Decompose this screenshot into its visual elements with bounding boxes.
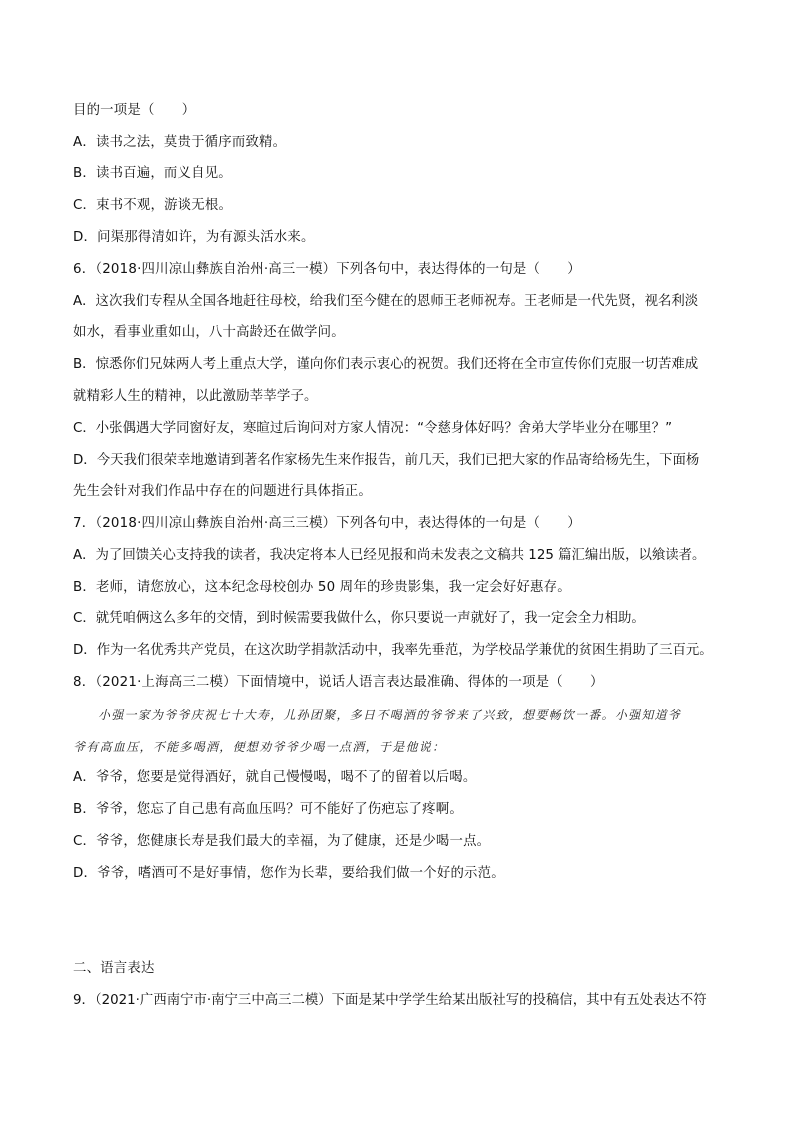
question-7-option-b: B．老师，请您放心，这本纪念母校创办 50 周年的珍贵影集，我一定会好好惠存。 [73, 580, 571, 595]
question-continuation: 目的一项是（ ） [73, 103, 196, 118]
question-6-option-d: D．今天我们很荣幸地邀请到著名作家杨先生来作报告，前几天，我们已把大家的作品寄给杨先生，下面杨 [73, 453, 700, 468]
question-8-option-c: C．爷爷，您健康长寿是我们最大的幸福，为了健康，还是少喝一点。 [73, 834, 491, 849]
option-a: A．读书之法，莫贵于循序而致精。 [73, 135, 287, 150]
question-8-option-a: A．爷爷，您要是觉得酒好，就自己慢慢喝，喝不了的留着以后喝。 [73, 770, 477, 785]
question-8-passage-line-1: 小强一家为爷爷庆祝七十大寿，儿孙团聚，多日不喝酒的爷爷来了兴致，想要畅饮一番。小强知道爷 [98, 708, 682, 722]
question-6-option-d-cont: 先生会针对我们作品中存在的问题进行具体指正。 [73, 484, 372, 499]
question-6-title: 6．（2018·四川凉山彝族自治州·高三一模）下列各句中，表达得体的一句是（ ） [73, 262, 581, 277]
question-8-passage-line-2: 爷有高血压，不能多喝酒，便想劝爷爷少喝一点酒，于是他说： [73, 740, 446, 754]
option-b: B．读书百遍，而义自见。 [73, 166, 232, 181]
option-d: D．问渠那得清如许，为有源头活水来。 [73, 230, 315, 245]
question-6-option-c: C．小张偶遇大学同窗好友，寒暄过后询问对方家人情况：“令慈身体好吗？舍弟大学毕业分在哪里？” [73, 421, 673, 436]
question-7-option-c: C．就凭咱俩这么多年的交情，到时候需要我做什么，你只要说一声就好了，我一定会全力相助。 [73, 611, 645, 626]
question-6-option-a-cont: 如水，看事业重如山，八十高龄还在做学问。 [73, 325, 345, 340]
question-6-option-b: B．惊悉你们兄妹两人考上重点大学，谨向你们表示衷心的祝贺。我们还将在全市宣传你们克服一切苦难成 [73, 357, 699, 372]
question-8-option-d: D．爷爷，嗜酒可不是好事情，您作为长辈，要给我们做一个好的示范。 [73, 866, 505, 881]
question-6-option-b-cont: 就精彩人生的精神，以此激励莘莘学子。 [73, 389, 318, 404]
option-c: C．束书不观，游谈无根。 [73, 198, 233, 213]
question-7-title: 7．（2018·四川凉山彝族自治州·高三三模）下列各句中，表达得体的一句是（ ） [73, 516, 581, 531]
question-8-title: 8．（2021·上海高三二模）下面情境中，说话人语言表达最准确、得体的一项是（ ） [73, 675, 604, 690]
question-7-option-a: A．为了回馈关心支持我的读者，我决定将本人已经见报和尚未发表之文稿共 125 篇汇编出版，以飨读者。 [73, 548, 706, 563]
section-heading: 二、语言表达 [73, 961, 155, 976]
question-7-option-d: D．作为一名优秀共产党员，在这次助学捐款活动中，我率先垂范，为学校品学兼优的贫困生捐助了三百元。 [73, 643, 713, 658]
question-6-option-a: A．这次我们专程从全国各地赶往母校，给我们至今健在的恩师王老师祝寿。王老师是一代先贤，视名利淡 [73, 294, 699, 309]
question-8-option-b: B．爷爷，您忘了自己患有高血压吗？可不能好了伤疤忘了疼啊。 [73, 802, 463, 817]
question-9-title: 9．（2021·广西南宁市·南宁三中高三二模）下面是某中学学生给某出版社写的投稿信，其中有五处表达不符 [73, 993, 707, 1008]
